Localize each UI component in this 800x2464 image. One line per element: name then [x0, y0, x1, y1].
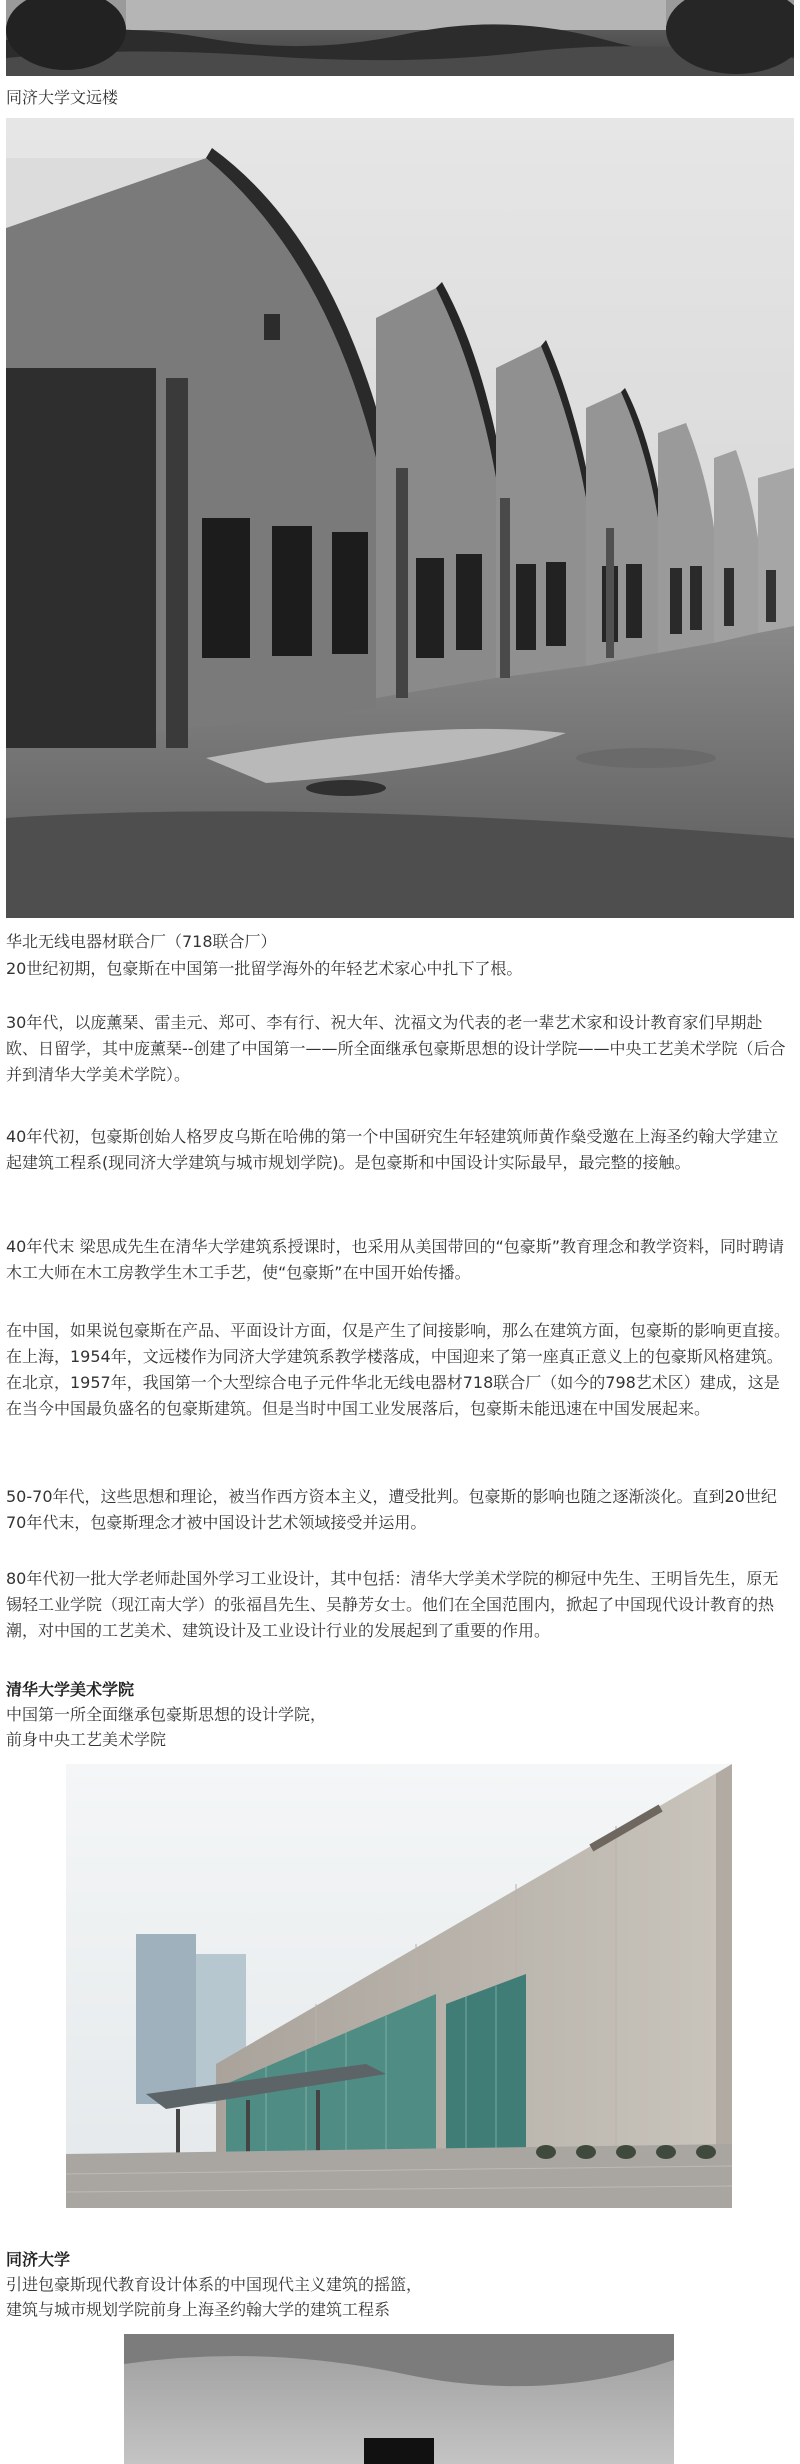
- tongji-line-1: 引进包豪斯现代教育设计体系的中国现代主义建筑的摇篮，: [6, 2275, 423, 2294]
- caption-wenyuan: 同济大学文远楼: [6, 88, 119, 107]
- tsinghua-line-2: 前身中央工艺美术学院: [6, 1730, 167, 1749]
- paragraph-3: 40年代初，包豪斯创始人格罗皮乌斯在哈佛的第一个中国研究生年轻建筑师黄作燊受邀在上海圣约翰大学建立起建筑工程系(现同济大学建筑与城市规划学院)。是包豪斯和中国设计实际最早，最完整的接触。: [6, 1127, 779, 1172]
- paragraph-1: 20世纪初期，包豪斯在中国第一批留学海外的年轻艺术家心中扎下了根。: [6, 959, 523, 978]
- caption-718: 华北无线电器材联合厂（718联合厂）: [6, 932, 277, 951]
- factory-718-photo: [6, 118, 794, 918]
- paragraph-7: 80年代初一批大学老师赴国外学习工业设计，其中包括：清华大学美术学院的柳冠中先生、王明旨先生，原无锡轻工业学院（现江南大学）的张福昌先生、吴静芳女士。他们在全国范围内，掀起了中国现代设计教育的热潮，对中国的工艺美术、建筑设计及工业设计行业的发展起到了重要的作用。: [6, 1569, 779, 1640]
- paragraph-5: 在中国，如果说包豪斯在产品、平面设计方面，仅是产生了间接影响，那么在建筑方面，包豪斯的影响更直接。在上海，1954年，文远楼作为同济大学建筑系教学楼落成，中国迎来了第一座真正意义上的包豪斯风格建筑。在北京，1957年，我国第一个大型综合电子元件华北无线电器材718联合厂（如今的798艺术区）建成，这是在当今中国最负盛名的包豪斯建筑。但是当时中国工业发展落后，包豪斯未能迅速在中国发展起来。: [6, 1321, 791, 1418]
- paragraph-2: 30年代，以庞薰琹、雷圭元、郑可、李有行、祝大年、沈福文为代表的老一辈艺术家和设计教育家们早期赴欧、日留学，其中庞薰琹--创建了中国第一——所全面继承包豪斯思想的设计学院——中央工艺美术学院（后合并到清华大学美术学院）。: [6, 1013, 786, 1084]
- tsinghua-line-1: 中国第一所全面继承包豪斯思想的设计学院，: [6, 1705, 327, 1724]
- tsinghua-academy-photo: [66, 1764, 732, 2208]
- tongji-heading: 同济大学: [6, 2250, 71, 2269]
- paragraph-6: 50-70年代，这些思想和理论，被当作西方资本主义，遭受批判。包豪斯的影响也随之逐渐淡化。直到20世纪70年代末，包豪斯理念才被中国设计艺术领域接受并运用。: [6, 1487, 777, 1532]
- paragraph-4: 40年代末 梁思成先生在清华大学建筑系授课时，也采用从美国带回的“包豪斯”教育理念和教学资料，同时聘请木工大师在木工房教学生木工手艺，使“包豪斯”在中国开始传播。: [6, 1237, 785, 1282]
- tongji-building-photo: [124, 2334, 674, 2464]
- tongji-line-2: 建筑与城市规划学院前身上海圣约翰大学的建筑工程系: [6, 2300, 391, 2319]
- tsinghua-heading: 清华大学美术学院: [6, 1680, 135, 1699]
- wenyuan-building-photo: [6, 0, 794, 76]
